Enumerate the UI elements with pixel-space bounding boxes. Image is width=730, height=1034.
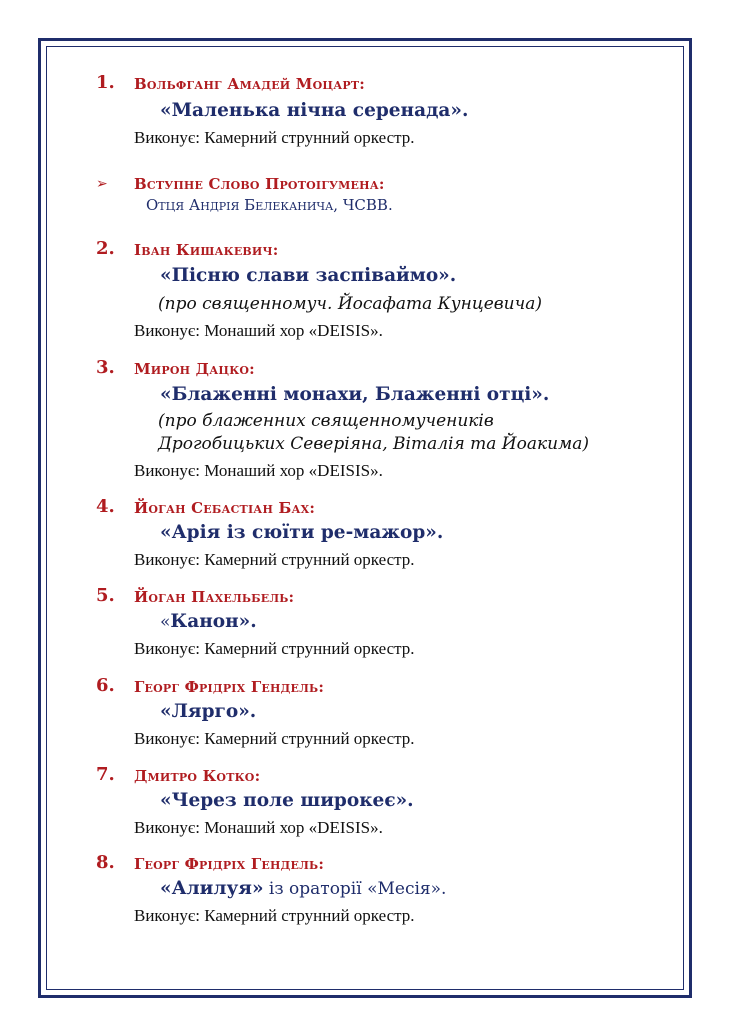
composer-name: Іван Кишакевич: [134,241,279,259]
title-text: Канон». [170,611,257,632]
performer: Виконує: Монаший хор «DEISIS». [134,818,383,837]
piece-title: «Маленька нічна серенада». [160,100,469,121]
piece-title: «Арія із сюїти ре-мажор». [160,522,444,543]
speaker-name: Отця Андрія Белеканича, ЧСВВ. [146,196,393,214]
piece-title: «Блаженні монахи, Блаженні отці». [160,384,550,405]
performer: Виконує: Камерний струнний оркестр. [134,729,415,748]
composer-name: Йоган Себастіан Бах: [134,499,316,517]
piece-note-line-1: (про блаженних священномучеників [158,411,494,431]
arrow-bullet-icon: ➢ [96,176,108,192]
performer: Виконує: Камерний струнний оркестр. [134,639,415,658]
speech-heading: Вступне Слово Протоігумена: [134,175,385,193]
item-number: 2. [96,238,115,259]
composer-name: Мирон Дацко: [134,360,255,378]
performer: Виконує: Камерний струнний оркестр. [134,906,415,925]
title-rest: із ораторії «Месія». [263,879,447,899]
piece-title: «Через поле широкеє». [160,790,414,811]
piece-note: (про священномуч. Йосафата Кунцевича) [158,294,542,314]
composer-name: Георг Фрідріх Гендель: [134,855,325,873]
composer-name: Георг Фрідріх Гендель: [134,678,325,696]
item-number: 7. [96,764,115,785]
item-number: 6. [96,675,115,696]
title-text: «Алилуя» [160,878,264,899]
piece-title [160,878,446,899]
performer: Виконує: Монаший хор «DEISIS». [134,461,383,480]
performer: Виконує: Камерний струнний оркестр. [134,550,415,569]
composer-name: Йоган Пахельбель: [134,588,295,606]
composer-name: Вольфганг Амадей Моцарт: [134,75,365,93]
item-number: 1. [96,72,115,93]
performer: Виконує: Камерний струнний оркестр. [134,128,415,147]
piece-note-line-2: Дрогобицьких Северіяна, Віталія та Йоакима) [158,434,589,454]
piece-title [160,611,257,632]
item-number: 3. [96,357,115,378]
performer: Виконує: Монаший хор «DEISIS». [134,321,383,340]
item-number: 4. [96,496,115,517]
piece-title: «Пісню слави заспіваймо». [160,265,457,286]
composer-name: Дмитро Котко: [134,767,261,785]
item-number: 8. [96,852,115,873]
item-number: 5. [96,585,115,606]
piece-title: «Лярго». [160,701,257,722]
title-open-quote: « [160,612,171,632]
